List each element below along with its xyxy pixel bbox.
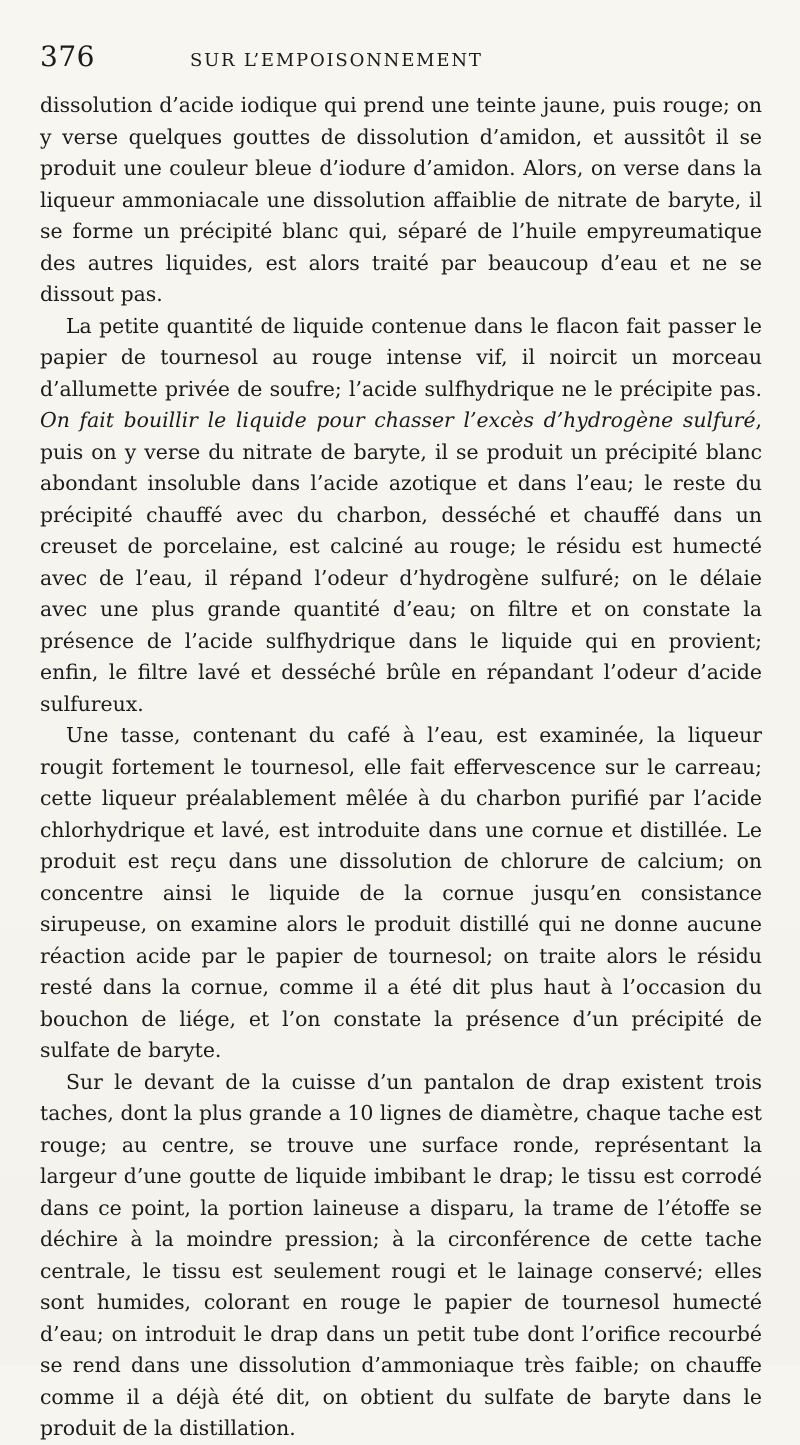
page-number: 376 — [40, 40, 95, 73]
paragraph-2-text-before-italic: La petite quantité de liquide contenue dans le flacon fait passer le papier de tournesol au rouge intense vif, il noircit un morceau d’allumette privée de soufre; l’acide sulfhydrique ne le précipite pas. — [40, 313, 762, 401]
paragraph-1: dissolution d’acide iodique qui prend une teinte jaune, puis rouge; on y verse quelques gouttes de dissolution d’amidon, et aussitôt il se produit une couleur bleue d’iodure d’amidon. Alors, on verse dans la liqueur ammoniacale une dissolution affaiblie de nitrate de baryte, il se forme un précipité blanc qui, séparé de l’huile empyreumatique des autres liquides, est alors traité par beaucoup d’eau et ne se dissout pas. — [40, 93, 762, 306]
paragraph-2-italic-phrase: On fait bouillir le liquide pour chasser l’excès d’hydrogène sulfuré — [40, 408, 756, 432]
body-text — [40, 90, 762, 1445]
paragraph-3: Une tasse, contenant du café à l’eau, est examinée, la liqueur rougit fortement le tournesol, elle fait effervescence sur le carreau; cette liqueur préalablement mêlée à du charbon purifié par l’acide chlorhydrique et lavé, est introduite dans une cornue et distillée. Le produit est reçu dans une dissolution de chlorure de calcium; on concentre ainsi le liquide de la cornue jusqu’en consistance sirupeuse, on examine alors le produit distillé qui ne donne aucune réaction acide par le papier de tournesol; on traite alors le résidu resté dans la cornue, comme il a été dit plus haut à l’occasion du bouchon de liége, et l’on constate la présence d’un précipité de sulfate de baryte. — [40, 723, 762, 1062]
running-head: SUR L’EMPOISONNEMENT — [189, 50, 483, 71]
paragraph-2-text-after-italic: , puis on y verse du nitrate de baryte, il se produit un précipité blanc abondant insoluble dans l’acide azotique et dans l’eau; le reste du précipité chauffé avec du charbon, desséché et chauffé dans un creuset de porcelaine, est calciné au rouge; le résidu est humecté avec de l’eau, il répand l’odeur d’hydrogène sulfuré; on le délaie avec une plus grande quantité d’eau; on filtre et on constate la présence de l’acide sulfhydrique dans le liquide qui en provient; enfin, le filtre lavé et desséché brûle en répandant l’odeur d’acide sulfureux. — [40, 408, 762, 716]
paragraph-4: Sur le devant de la cuisse d’un pantalon de drap existent trois taches, dont la plus grande a 10 lignes de diamètre, chaque tache est rouge; au centre, se trouve une surface ronde, représentant la largeur d’une goutte de liquide imbibant le drap; le tissu est corrodé dans ce point, la portion laineuse a disparu, la trame de l’étoffe se déchire à la moindre pression; à la circonférence de cette tache centrale, le tissu est seulement rougi et le lainage conservé; elles sont humides, colorant en rouge le papier de tournesol humecté d’eau; on introduit le drap dans un petit tube dont l’orifice recourbé se rend dans une dissolution d’ammoniaque très faible; on chauffe comme il a déjà été dit, on obtient du sulfate de baryte dans le produit de la distillation. — [40, 1069, 762, 1440]
page-header — [40, 40, 762, 86]
paragraph-2 — [40, 311, 762, 721]
